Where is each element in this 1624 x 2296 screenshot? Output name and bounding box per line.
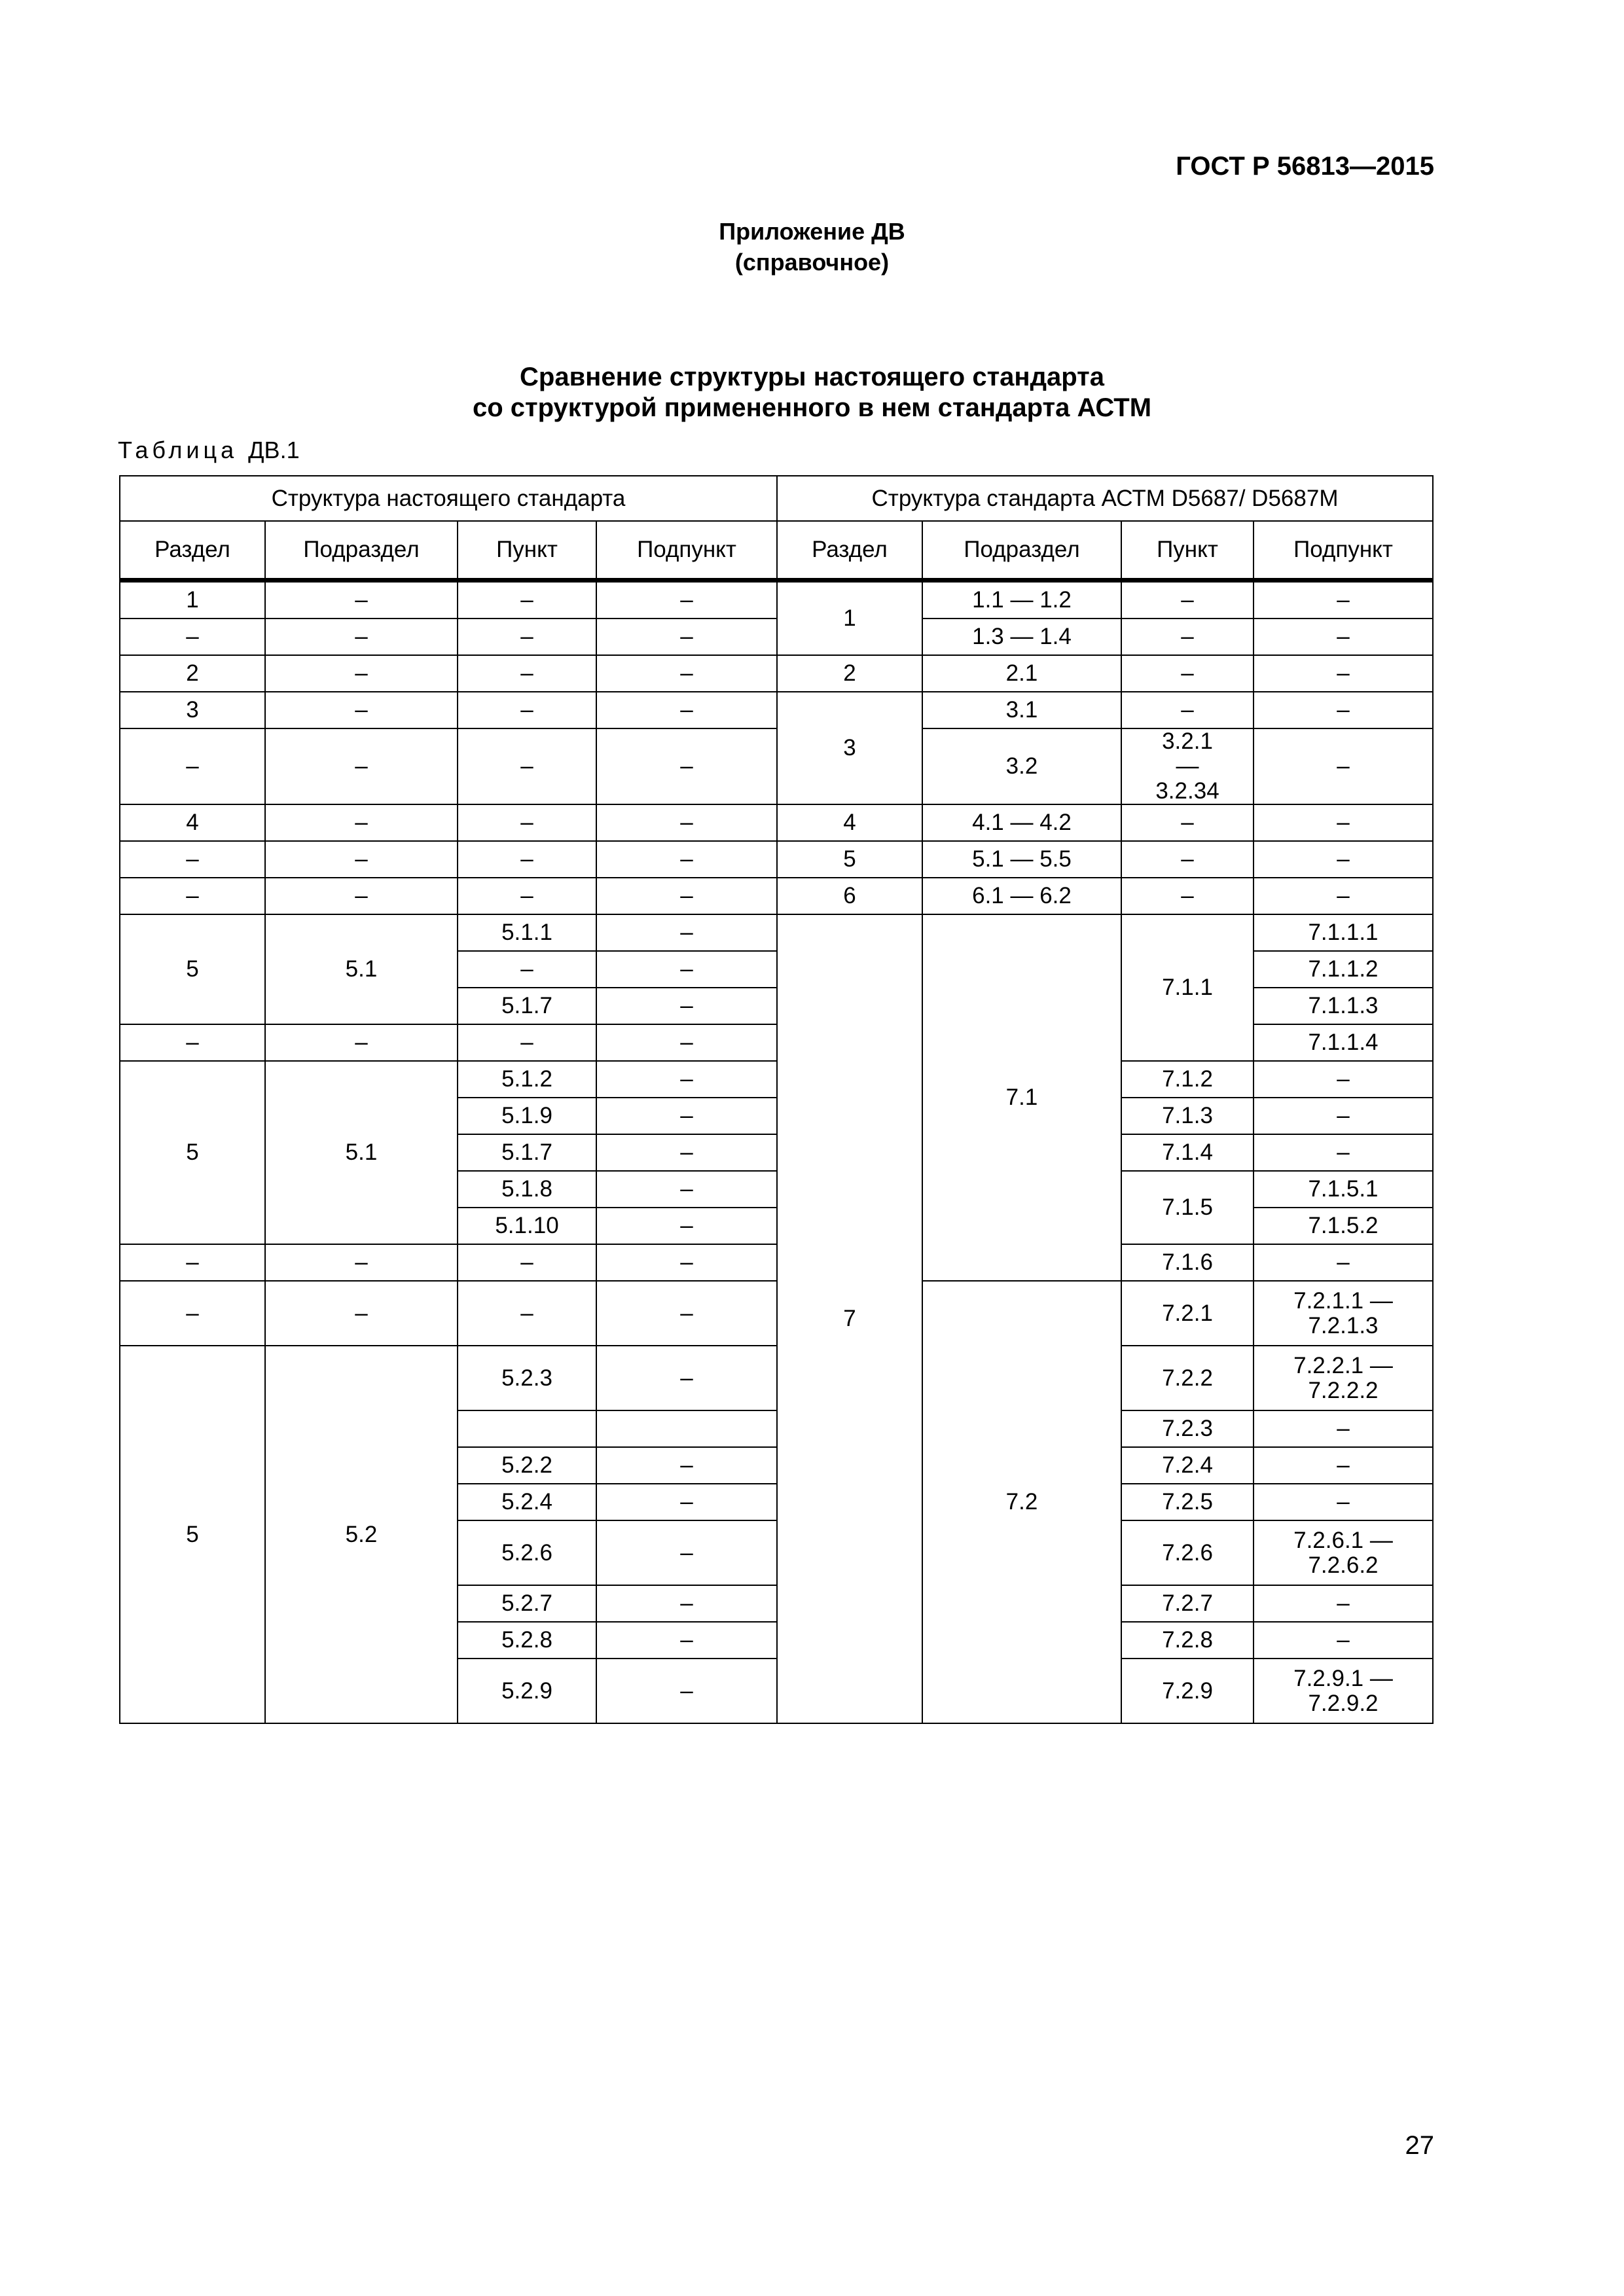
- table-cell: –: [458, 951, 596, 988]
- table-cell: 5: [777, 841, 922, 878]
- table-cell: –: [596, 728, 777, 804]
- table-cell: 7.2.9.1 — 7.2.9.2: [1254, 1659, 1433, 1723]
- table-cell: 7.2.7: [1121, 1585, 1254, 1622]
- table-cell: 7.2.5: [1121, 1484, 1254, 1520]
- table-cell: –: [596, 804, 777, 841]
- table-row: [120, 619, 1433, 655]
- table-cell: 7.2.4: [1121, 1447, 1254, 1484]
- table-cell: –: [458, 841, 596, 878]
- document-title: [0, 362, 1624, 423]
- table-cell: –: [265, 1244, 458, 1281]
- table-cell: –: [1254, 581, 1433, 619]
- table-cell: –: [1254, 728, 1433, 804]
- table-row: [120, 692, 1433, 728]
- table-cell: –: [458, 655, 596, 692]
- table-cell: 3.2.1 — 3.2.34: [1121, 728, 1254, 804]
- column-header: Раздел: [120, 521, 265, 581]
- table-cell: –: [120, 1244, 265, 1281]
- table-cell: 2.1: [922, 655, 1121, 692]
- table-cell: –: [458, 692, 596, 728]
- group-header-astm-standard: Структура стандарта АСТМ D5687/ D5687M: [777, 476, 1433, 521]
- table-cell: 7.2.6: [1121, 1520, 1254, 1585]
- table-cell: 7.1.4: [1121, 1134, 1254, 1171]
- table-cell: 5.1.9: [458, 1098, 596, 1134]
- table-cell: –: [596, 619, 777, 655]
- table-row: [120, 581, 1433, 619]
- table-cell: –: [1254, 1134, 1433, 1171]
- column-header: Пункт: [458, 521, 596, 581]
- table-cell: 7.2.1: [1121, 1281, 1254, 1346]
- table-cell: 5: [120, 1346, 265, 1723]
- table-cell: 1.1 — 1.2: [922, 581, 1121, 619]
- table-cell: –: [120, 841, 265, 878]
- table-cell: –: [596, 1585, 777, 1622]
- table-cell: –: [596, 1171, 777, 1208]
- table-cell: 5: [120, 1061, 265, 1244]
- table-cell: –: [265, 581, 458, 619]
- table-cell: 7.2: [922, 1281, 1121, 1723]
- column-header: Подпункт: [1254, 521, 1433, 581]
- table-cell: 3.2: [922, 728, 1121, 804]
- table-cell: –: [458, 1024, 596, 1061]
- table-cell: –: [596, 1134, 777, 1171]
- table-row: [120, 1346, 1433, 1410]
- table-row: [120, 841, 1433, 878]
- column-header: Подраздел: [265, 521, 458, 581]
- table-cell: –: [1254, 655, 1433, 692]
- table-cell: 5.2: [265, 1346, 458, 1723]
- column-header: Подраздел: [922, 521, 1121, 581]
- table-cell: –: [596, 1208, 777, 1244]
- appendix-note: (справочное): [734, 249, 890, 276]
- table-cell: 5.1.7: [458, 988, 596, 1024]
- table-cell: 7.2.2.1 — 7.2.2.2: [1254, 1346, 1433, 1410]
- table-cell: 7.2.9: [1121, 1659, 1254, 1723]
- table-cell: –: [596, 951, 777, 988]
- table-cell: 1: [777, 581, 922, 656]
- table-cell: –: [458, 1281, 596, 1346]
- table-cell: 7.1.1.3: [1254, 988, 1433, 1024]
- table-cell: –: [120, 1281, 265, 1346]
- table-cell: 7.1.1: [1121, 914, 1254, 1061]
- table-cell: 3: [777, 692, 922, 804]
- table-cell: 7.1.5.1: [1254, 1171, 1433, 1208]
- table-row: [120, 914, 1433, 951]
- table-cell: –: [265, 1281, 458, 1346]
- table-cell: –: [120, 728, 265, 804]
- table-cell: –: [1254, 692, 1433, 728]
- table-cell: –: [458, 1244, 596, 1281]
- table-cell: 5.1.10: [458, 1208, 596, 1244]
- table-cell: –: [596, 1659, 777, 1723]
- document-title-line-1: Сравнение структуры настоящего стандарта: [520, 363, 1104, 391]
- table-cell: 7.1.1.1: [1254, 914, 1433, 951]
- column-header: Подпункт: [596, 521, 777, 581]
- table-cell: –: [1121, 581, 1254, 619]
- table-cell: –: [1254, 1585, 1433, 1622]
- table-cell: –: [596, 1346, 777, 1410]
- table-cell: 7.2.6.1 — 7.2.6.2: [1254, 1520, 1433, 1585]
- table-cell: 3.1: [922, 692, 1121, 728]
- table-cell: 7.1.6: [1121, 1244, 1254, 1281]
- appendix-heading: [0, 216, 1624, 278]
- table-cell: –: [458, 878, 596, 914]
- table-cell: –: [265, 692, 458, 728]
- table-cell: –: [596, 1024, 777, 1061]
- table-cell: 7.1.5.2: [1254, 1208, 1433, 1244]
- table-cell: –: [265, 804, 458, 841]
- table-label-prefix: Таблица: [118, 437, 238, 463]
- table-cell: –: [1254, 1410, 1433, 1447]
- table-cell: 7.2.3: [1121, 1410, 1254, 1447]
- table-label-id: ДВ.1: [248, 437, 300, 463]
- table-cell: –: [596, 878, 777, 914]
- gost-number: ГОСТ Р 56813—2015: [1176, 152, 1434, 181]
- table-row: [120, 655, 1433, 692]
- table-cell: 5.2.8: [458, 1622, 596, 1659]
- table-row: [120, 804, 1433, 841]
- document-title-line-2: со структурой примененного в нем стандарта АСТМ: [472, 393, 1152, 422]
- table-cell: 1: [120, 581, 265, 619]
- table-cell: 5.1.7: [458, 1134, 596, 1171]
- table-cell: 7.1.5: [1121, 1171, 1254, 1244]
- table-cell: –: [596, 1484, 777, 1520]
- table-cell: 5.2.4: [458, 1484, 596, 1520]
- table-cell: [596, 1410, 777, 1447]
- table-cell: –: [1254, 804, 1433, 841]
- table-cell: –: [1254, 1447, 1433, 1484]
- comparison-table: [119, 475, 1434, 1724]
- table-cell: –: [265, 655, 458, 692]
- table-cell: –: [596, 1281, 777, 1346]
- table-cell: 4: [120, 804, 265, 841]
- table-cell: 6: [777, 878, 922, 914]
- table-cell: 5.2.9: [458, 1659, 596, 1723]
- table-cell: 4: [777, 804, 922, 841]
- table-cell: –: [596, 1098, 777, 1134]
- table-cell: –: [1121, 841, 1254, 878]
- table-cell: 7.2.1.1 — 7.2.1.3: [1254, 1281, 1433, 1346]
- table-cell: 7.2.2: [1121, 1346, 1254, 1410]
- table-column-header-row: [120, 521, 1433, 581]
- table-cell: 5.1: [265, 914, 458, 1024]
- table-cell: –: [596, 692, 777, 728]
- table-cell: –: [458, 804, 596, 841]
- table-cell: 2: [777, 655, 922, 692]
- table-cell: –: [596, 914, 777, 951]
- table-cell: –: [265, 728, 458, 804]
- table-cell: –: [596, 581, 777, 619]
- group-header-current-standard: Структура настоящего стандарта: [120, 476, 777, 521]
- table-cell: [458, 1410, 596, 1447]
- table-cell: –: [1121, 804, 1254, 841]
- table-cell: –: [596, 655, 777, 692]
- table-cell: –: [265, 1024, 458, 1061]
- column-header: Пункт: [1121, 521, 1254, 581]
- table-cell: 5.2.3: [458, 1346, 596, 1410]
- table-cell: –: [1254, 1244, 1433, 1281]
- table-cell: –: [596, 988, 777, 1024]
- table-row: [120, 728, 1433, 804]
- table-row: [120, 1281, 1433, 1346]
- table-cell: 7.1.1.4: [1254, 1024, 1433, 1061]
- table-cell: 1.3 — 1.4: [922, 619, 1121, 655]
- table-cell: 5.2.7: [458, 1585, 596, 1622]
- table-cell: 2: [120, 655, 265, 692]
- table-cell: –: [265, 619, 458, 655]
- table-cell: –: [458, 619, 596, 655]
- table-cell: –: [1254, 1061, 1433, 1098]
- table-cell: –: [1254, 1098, 1433, 1134]
- table-cell: –: [265, 878, 458, 914]
- table-cell: –: [120, 1024, 265, 1061]
- table-cell: –: [596, 1622, 777, 1659]
- page-number: 27: [1405, 2131, 1434, 2160]
- table-cell: 7.1.2: [1121, 1061, 1254, 1098]
- table-cell: –: [596, 1520, 777, 1585]
- table-cell: 4.1 — 4.2: [922, 804, 1121, 841]
- table-cell: –: [458, 581, 596, 619]
- table-cell: –: [596, 1447, 777, 1484]
- table-cell: 5.1.1: [458, 914, 596, 951]
- table-cell: –: [1121, 655, 1254, 692]
- table-cell: 5: [120, 914, 265, 1024]
- table-cell: –: [596, 1244, 777, 1281]
- table-cell: –: [1254, 619, 1433, 655]
- appendix-title: Приложение ДВ: [719, 218, 905, 245]
- table-cell: 5.2.2: [458, 1447, 596, 1484]
- table-cell: 5.1.8: [458, 1171, 596, 1208]
- table-cell: 7.1.3: [1121, 1098, 1254, 1134]
- table-cell: 6.1 — 6.2: [922, 878, 1121, 914]
- table-label: [118, 437, 300, 464]
- table-cell: –: [120, 619, 265, 655]
- table-cell: 5.1 — 5.5: [922, 841, 1121, 878]
- table-cell: –: [1254, 841, 1433, 878]
- table-cell: –: [265, 841, 458, 878]
- table-row: [120, 878, 1433, 914]
- table-cell: 7.1.1.2: [1254, 951, 1433, 988]
- table-cell: –: [458, 728, 596, 804]
- table-cell: –: [1121, 692, 1254, 728]
- table-cell: –: [120, 878, 265, 914]
- table-cell: –: [596, 841, 777, 878]
- column-header: Раздел: [777, 521, 922, 581]
- table-cell: –: [596, 1061, 777, 1098]
- table-cell: –: [1254, 1622, 1433, 1659]
- table-cell: 3: [120, 692, 265, 728]
- table-cell: –: [1121, 878, 1254, 914]
- table-cell: 7: [777, 914, 922, 1723]
- table-cell: –: [1254, 878, 1433, 914]
- table-group-header-row: [120, 476, 1433, 521]
- table-cell: 7.1: [922, 914, 1121, 1281]
- table-row: [120, 1061, 1433, 1098]
- table-cell: 7.2.8: [1121, 1622, 1254, 1659]
- table-cell: –: [1121, 619, 1254, 655]
- table-row: [120, 1244, 1433, 1281]
- table-cell: –: [1254, 1484, 1433, 1520]
- table-cell: 5.1: [265, 1061, 458, 1244]
- table-cell: 5.2.6: [458, 1520, 596, 1585]
- table-cell: 5.1.2: [458, 1061, 596, 1098]
